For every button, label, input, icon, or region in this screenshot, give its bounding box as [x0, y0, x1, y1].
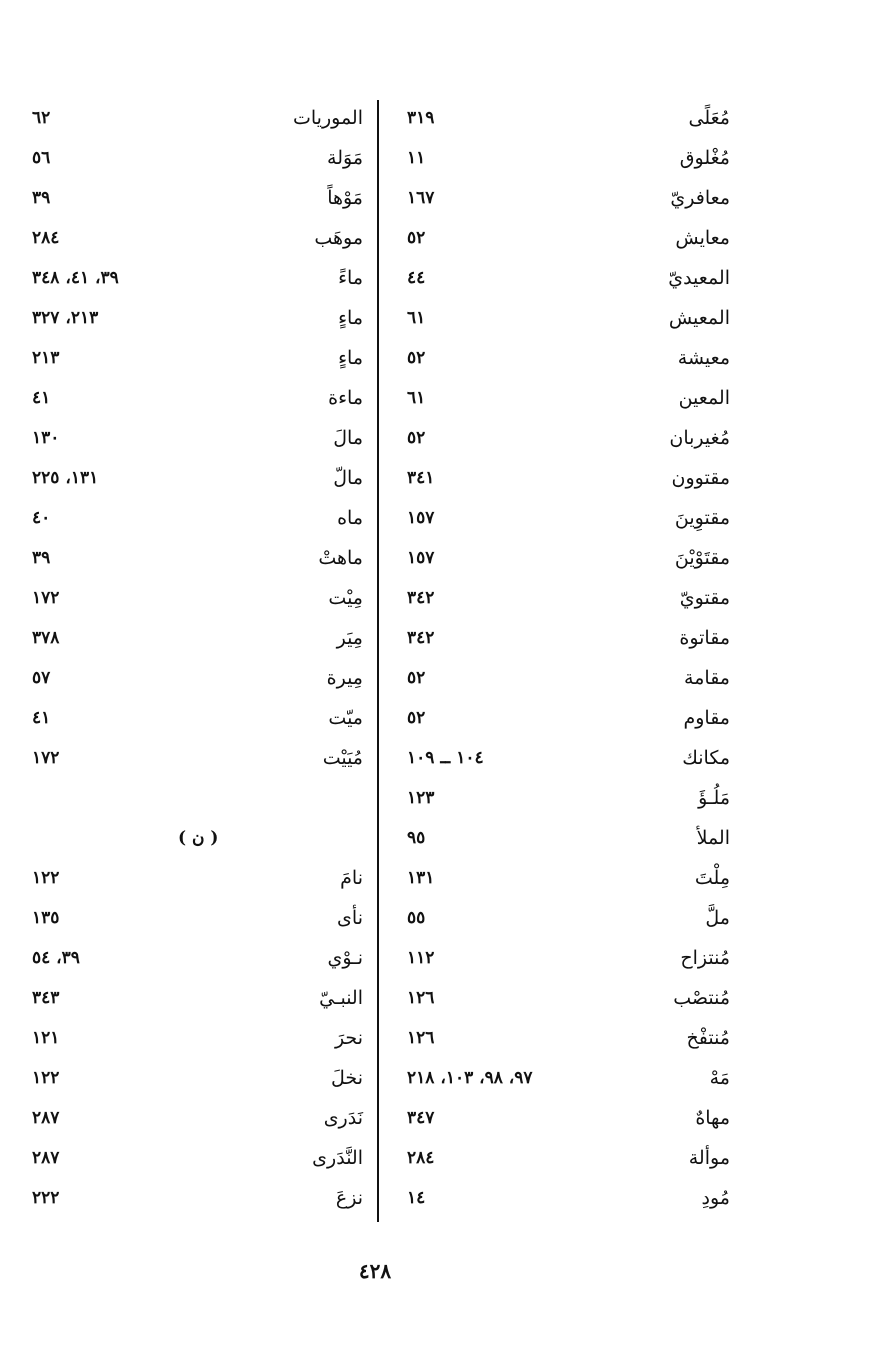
- entry-pages: ٣٤١: [407, 468, 435, 488]
- entry-word: معايش: [675, 227, 730, 249]
- entry-pages: ٥٧: [32, 668, 51, 688]
- entry-word: مقامة: [684, 667, 730, 689]
- index-entry: [28, 418, 363, 458]
- entry-pages: ١٢٢: [32, 1068, 60, 1088]
- index-entry: [395, 218, 730, 258]
- entry-pages: ٩٥: [407, 828, 426, 848]
- index-entry: [395, 618, 730, 658]
- entry-word: ماءً: [338, 267, 363, 289]
- entry-pages: ٢٨٤: [407, 1148, 435, 1168]
- entry-word: مُيَيْت: [322, 747, 363, 769]
- entry-pages: ١٥٧: [407, 548, 435, 568]
- entry-pages: ٣٩، ٥٤: [32, 948, 80, 968]
- index-entry: [395, 578, 730, 618]
- entry-pages: ١٢٦: [407, 988, 435, 1008]
- entry-word: نامَ: [340, 867, 363, 889]
- index-entry: [28, 1018, 363, 1058]
- entry-word: ماءة: [328, 387, 363, 409]
- index-entry: [28, 898, 363, 938]
- entry-word: مالّ: [333, 467, 363, 489]
- entry-pages: ١٤: [407, 1188, 426, 1208]
- index-entry: [28, 178, 363, 218]
- entry-word: مَهْ: [709, 1067, 730, 1089]
- entry-pages: ١٢٣: [407, 788, 435, 808]
- entry-word: ماءٍ: [338, 307, 363, 329]
- entry-pages: ٣٩، ٤١، ٣٤٨: [32, 268, 119, 288]
- index-entry: [395, 938, 730, 978]
- index-entry: [395, 298, 730, 338]
- index-entry: [395, 498, 730, 538]
- entry-pages: ١٣٥: [32, 908, 60, 928]
- entry-word: مقتويّ: [679, 587, 730, 609]
- index-entry: [28, 458, 363, 498]
- entry-pages: ٩٧، ٩٨، ١٠٣، ٢١٨: [407, 1068, 533, 1088]
- index-entry: [28, 538, 363, 578]
- entry-word: المعين: [678, 387, 730, 409]
- entry-word: النبـيّ: [319, 987, 363, 1009]
- entry-word: معيشة: [677, 347, 730, 369]
- index-entry: [28, 978, 363, 1018]
- index-entry: [395, 738, 730, 778]
- index-entry: [28, 138, 363, 178]
- entry-word: نخلَ: [331, 1067, 363, 1089]
- index-entry: [28, 658, 363, 698]
- entry-pages: ٥٢: [407, 228, 426, 248]
- entry-word: مُنتصْب: [673, 987, 730, 1009]
- entry-word: مالَ: [333, 427, 363, 449]
- entry-pages: ٥٥: [407, 908, 426, 928]
- entry-pages: ٣٤٢: [407, 588, 435, 608]
- entry-word: نزعَ: [335, 1187, 363, 1209]
- entry-word: مَوْهاً: [327, 187, 363, 209]
- entry-word: ماءٍ: [338, 347, 363, 369]
- entry-pages: ١٦٧: [407, 188, 435, 208]
- index-entry: [395, 538, 730, 578]
- entry-pages: ٥٢: [407, 428, 426, 448]
- entry-pages: ٥٦: [32, 148, 51, 168]
- index-column-right: [395, 98, 730, 1228]
- index-entry: [28, 738, 363, 778]
- entry-pages: ٦٢: [32, 108, 51, 128]
- entry-word: الملأ: [696, 827, 730, 849]
- entry-pages: ٣٩: [32, 548, 51, 568]
- index-entry: [28, 1178, 363, 1218]
- index-entry: [395, 98, 730, 138]
- entry-word: مُنتزاح: [680, 947, 730, 969]
- entry-pages: ١٢٢: [32, 868, 60, 888]
- section-heading: ( ن ): [178, 828, 219, 848]
- index-entry: [28, 938, 363, 978]
- entry-pages: ٢١٣، ٣٢٧: [32, 308, 99, 328]
- entry-word: مُغيربان: [669, 427, 730, 449]
- entry-word: مِلْتَ: [694, 867, 730, 889]
- index-entry: [395, 858, 730, 898]
- entry-pages: ١٠٤ ــ ١٠٩: [407, 748, 484, 768]
- entry-word: موألة: [688, 1147, 730, 1169]
- entry-pages: ٥٢: [407, 348, 426, 368]
- entry-word: موهَب: [314, 227, 363, 249]
- entry-word: مقتَوْيْنَ: [674, 547, 730, 569]
- entry-pages: ٣٤٧: [407, 1108, 435, 1128]
- entry-pages: ١٧٢: [32, 748, 60, 768]
- index-column-left: [28, 98, 363, 1228]
- entry-pages: ٢١٣: [32, 348, 60, 368]
- entry-word: المعيش: [668, 307, 730, 329]
- entry-word: نحرَ: [334, 1027, 363, 1049]
- index-entry: [395, 1018, 730, 1058]
- entry-word: نأى: [337, 907, 363, 929]
- entry-pages: ٣٧٨: [32, 628, 60, 648]
- column-divider: [377, 100, 379, 1222]
- entry-word: مكانك: [682, 747, 730, 769]
- entry-pages: ٤١: [32, 708, 51, 728]
- index-entry: [395, 1138, 730, 1178]
- index-entry: [28, 218, 363, 258]
- section-heading-row: [28, 818, 363, 858]
- entry-pages: ١٥٧: [407, 508, 435, 528]
- index-entry: [28, 578, 363, 618]
- entry-word: ماه: [337, 507, 363, 529]
- entry-pages: ١٢١: [32, 1028, 60, 1048]
- index-entry: [28, 1058, 363, 1098]
- index-entry: [395, 1098, 730, 1138]
- entry-pages: ١١: [407, 148, 426, 168]
- entry-word: النَّدَرى: [312, 1147, 363, 1169]
- entry-pages: ٥٢: [407, 668, 426, 688]
- entry-pages: ٤٤: [407, 268, 426, 288]
- entry-pages: ١٣٠: [32, 428, 60, 448]
- entry-pages: ٢٨٧: [32, 1148, 60, 1168]
- index-entry: [28, 858, 363, 898]
- index-entry: [395, 378, 730, 418]
- entry-word: مَلُـؤَ: [698, 787, 730, 809]
- index-entry: [395, 778, 730, 818]
- index-entry: [395, 898, 730, 938]
- entry-pages: ٥٢: [407, 708, 426, 728]
- index-entry: [395, 818, 730, 858]
- entry-pages: ٣٩: [32, 188, 51, 208]
- index-entry: [395, 458, 730, 498]
- index-entry: [28, 298, 363, 338]
- entry-word: مِيَر: [336, 627, 363, 649]
- entry-word: نَدَرى: [323, 1107, 363, 1129]
- index-entry: [395, 1178, 730, 1218]
- index-entry: [28, 698, 363, 738]
- entry-word: ماهتْ: [318, 547, 363, 569]
- index-entry: [395, 698, 730, 738]
- entry-word: مَوَلة: [327, 147, 363, 169]
- entry-word: نـوْي: [327, 947, 363, 969]
- entry-word: مقاتوة: [679, 627, 730, 649]
- entry-pages: ١٣١، ٢٢٥: [32, 468, 99, 488]
- index-entry: [395, 258, 730, 298]
- entry-word: مُودِ: [701, 1187, 730, 1209]
- index-entry: [395, 418, 730, 458]
- entry-word: مُغْلوق: [679, 147, 730, 169]
- entry-pages: ٣٤٣: [32, 988, 60, 1008]
- entry-word: ميّت: [328, 707, 363, 729]
- index-entry: [28, 338, 363, 378]
- entry-pages: ١٧٢: [32, 588, 60, 608]
- entry-pages: ٦١: [407, 388, 426, 408]
- entry-pages: ٤٠: [32, 508, 51, 528]
- entry-pages: ٢٢٢: [32, 1188, 60, 1208]
- index-entry: [28, 1098, 363, 1138]
- page-number: ٤٢٨: [358, 1259, 392, 1283]
- entry-word: مُعَلًى: [688, 107, 730, 129]
- entry-pages: ٣٤٢: [407, 628, 435, 648]
- entry-word: مقتوون: [671, 467, 730, 489]
- entry-word: مهاهٌ: [695, 1107, 730, 1129]
- index-entry: [395, 1058, 730, 1098]
- index-entry: [28, 1138, 363, 1178]
- index-entry: [395, 178, 730, 218]
- entry-word: مقتوِينَ: [674, 507, 730, 529]
- index-entry: [28, 378, 363, 418]
- entry-pages: ٢٨٧: [32, 1108, 60, 1128]
- index-entry: [395, 138, 730, 178]
- entry-pages: ٤١: [32, 388, 51, 408]
- entry-pages: ١٢٦: [407, 1028, 435, 1048]
- index-entry: [395, 978, 730, 1018]
- index-entry: [28, 498, 363, 538]
- index-entry: [395, 658, 730, 698]
- entry-word: الموريات: [292, 107, 363, 129]
- index-entry: [28, 258, 363, 298]
- entry-pages: ٢٨٤: [32, 228, 60, 248]
- entry-word: مُنتفْخ: [686, 1027, 730, 1049]
- index-entry: [28, 98, 363, 138]
- entry-word: مقاوم: [683, 707, 730, 729]
- entry-pages: ١١٢: [407, 948, 435, 968]
- entry-pages: ٣١٩: [407, 108, 435, 128]
- index-entry: [28, 618, 363, 658]
- entry-word: ملَّ: [705, 907, 730, 929]
- entry-word: المعيديّ: [668, 267, 730, 289]
- index-entry: [395, 338, 730, 378]
- entry-pages: ٦١: [407, 308, 426, 328]
- entry-word: معافريّ: [670, 187, 730, 209]
- entry-pages: ١٣١: [407, 868, 435, 888]
- entry-word: مِيرة: [326, 667, 363, 689]
- entry-word: مِيْت: [328, 587, 363, 609]
